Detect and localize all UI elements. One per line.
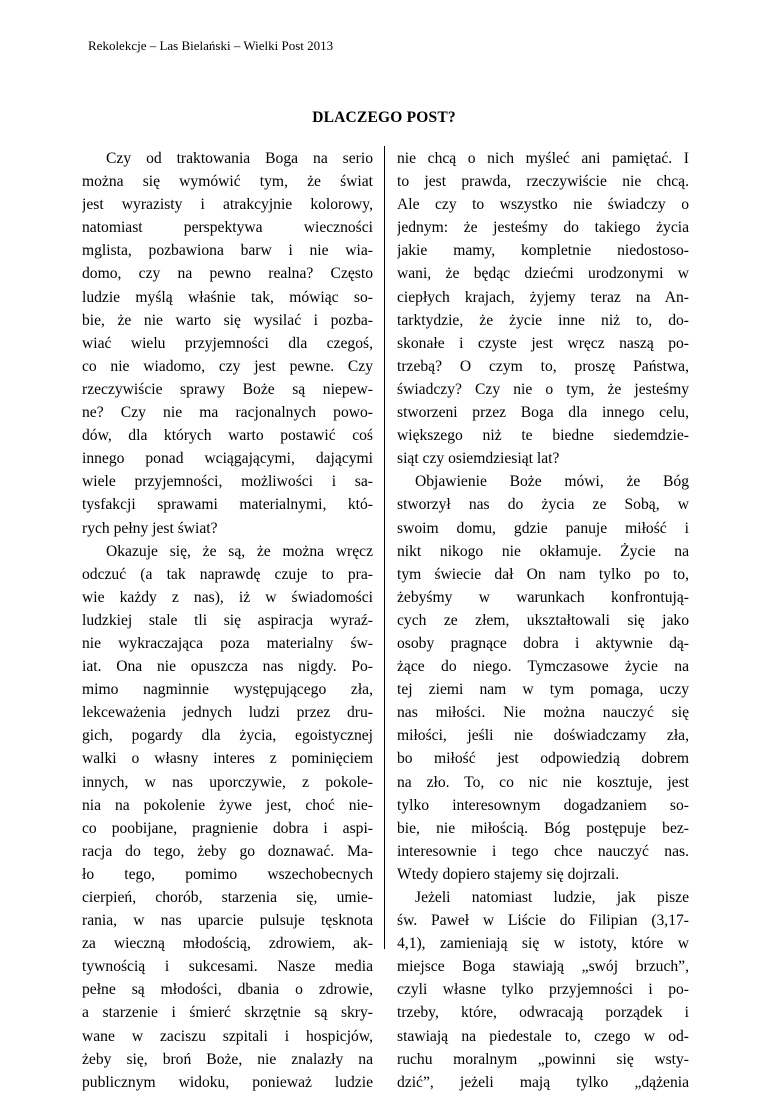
- text-line: większego niż te biedne siedemdzie-: [397, 427, 689, 445]
- text-line: świadczy? Czy nie o tym, że jesteśmy: [397, 380, 689, 398]
- text-line: za wieczną młodością, zdrowiem, ak-: [82, 935, 373, 953]
- text-line: bo miłość jest odpowiedzią dobrem: [397, 750, 689, 768]
- text-line: swoim domu, gdzie panuje miłość i: [397, 519, 689, 537]
- text-line: walki o własny interes z pominięciem: [82, 750, 373, 768]
- text-line: domo, czy na pewno realna? Często: [82, 265, 373, 283]
- text-line: odczuć (a tak naprawdę czuje to pra-: [82, 565, 373, 583]
- text-line: pełne są młodości, dbania o zdrowie,: [82, 981, 373, 999]
- text-line: a starzenie i śmierć skrzętnie są skry-: [82, 1004, 373, 1022]
- text-line: Okazuje się, że są, że można wręcz: [106, 542, 373, 560]
- text-line: św. Paweł w Liście do Filipian (3,17-: [397, 912, 689, 930]
- text-line: trzeby, które, odwracają porządek i: [397, 1004, 689, 1022]
- text-line: jakie mamy, kompletnie niedostoso-: [397, 242, 689, 260]
- text-line: żące do niego. Tymczasowe życie na: [397, 658, 689, 676]
- text-line: jednym: że jesteśmy do takiego życia: [397, 219, 689, 237]
- text-line: innych, w nas uporczywie, z pokole-: [82, 773, 373, 791]
- text-line: to jest prawda, rzeczywiście nie chcą.: [397, 173, 689, 191]
- text-line: tej ziemi nam w tym pomaga, uczy: [397, 681, 689, 699]
- text-line: cierpień, chorób, starzenia się, umie-: [82, 889, 373, 906]
- text-line: wane w zaciszu szpitali i hospicjów,: [82, 1027, 373, 1045]
- text-line: dów, dla których warto postawić coś: [82, 427, 373, 445]
- text-line: tym świecie dał On nam tylko po to,: [397, 565, 689, 583]
- text-line: racja do tego, żeby go doznawać. Ma-: [82, 842, 373, 860]
- text-line: na zło. To, co nic nie kosztuje, jest: [397, 773, 689, 791]
- text-line: wiać wielu przyjemności dla czegoś,: [82, 334, 373, 352]
- text-line: lekceważenia jednych ludzi przez dru-: [82, 704, 373, 722]
- text-line: bie, nie miłością. Bóg postępuje bez-: [397, 819, 689, 837]
- text-line: ciepłych krajach, żyjemy teraz na An-: [397, 288, 689, 306]
- text-line: ludzie myślą właśnie tak, mówiąc so-: [82, 288, 373, 306]
- text-line: siąt czy osiemdziesiąt lat?: [397, 450, 560, 468]
- text-line: rzeczywiście sprawy Boże są niepew-: [82, 380, 373, 398]
- text-line: nia na pokolenie żywe jest, choć nie-: [82, 796, 373, 814]
- text-line: 4,1), zamieniają się w istoty, które w: [397, 935, 689, 953]
- text-line: ruchu moralnym „powinni się wsty-: [397, 1050, 689, 1068]
- running-header: Rekolekcje – Las Bielański – Wielki Post 2013: [88, 38, 334, 53]
- text-line: natomiast perspektywa wieczności: [82, 219, 373, 237]
- text-line: co poobijane, pragnienie dobra i aspi-: [82, 819, 373, 837]
- text-line: żeby się, broń Boże, nie znalazły na: [82, 1050, 373, 1068]
- text-line: miejsce Boga stawiają „swój brzuch”,: [397, 958, 689, 976]
- text-line: osoby pragnące dobra i aktywnie dą-: [397, 634, 689, 652]
- text-line: żebyśmy w warunkach konfrontują-: [397, 588, 689, 606]
- text-column-right: [397, 147, 689, 1094]
- text-line: cych ze złem, ukształtowali się jako: [397, 611, 689, 629]
- text-line: jest wyrazisty i atrakcyjnie kolorowy,: [82, 196, 373, 214]
- text-line: rania, w nas uparcie pulsuje tęsknota: [82, 912, 373, 930]
- text-line: tywnością i sukcesami. Nasze media: [82, 958, 373, 976]
- text-line: mglista, pozbawiona barw i nie wia-: [82, 242, 373, 260]
- text-line: wani, że będąc dziećmi urodzonymi w: [397, 265, 689, 283]
- text-line: tarktydzie, że życie inne niż to, do-: [397, 311, 689, 329]
- text-line: nas miłości. Nie można nauczyć się: [397, 704, 689, 722]
- column-divider: [384, 146, 385, 949]
- text-line: trzebą? O czym to, proszę Państwa,: [397, 357, 689, 375]
- text-line: Wtedy dopiero stajemy się dojrzali.: [397, 865, 620, 883]
- text-line: ło tego, pomimo wszechobecnych: [82, 865, 373, 883]
- text-line: co nie wiadomo, czy jest pewne. Czy: [82, 357, 373, 375]
- text-line: bie, że nie warto się wysilać i pozba-: [82, 311, 373, 329]
- article-title: DLACZEGO POST?: [312, 109, 456, 126]
- text-line: interesownie i tego chce nauczyć nas.: [397, 842, 689, 860]
- text-line: gich, pogardy dla życia, egoistycznej: [82, 727, 373, 745]
- text-line: Objawienie Boże mówi, że Bóg: [415, 473, 689, 491]
- text-line: publicznym widoku, ponieważ ludzie: [82, 1073, 373, 1091]
- text-line: wiele przyjemności, możliwości i sa-: [82, 473, 373, 491]
- text-column-left: [82, 147, 373, 1094]
- text-line: Ale czy to wszystko nie świadczy o: [397, 196, 689, 214]
- text-line: ludzkiej stale tli się aspiracja wyraź-: [82, 611, 373, 629]
- text-line: ne? Czy nie ma racjonalnych powo-: [82, 404, 373, 422]
- text-line: Czy od traktowania Boga na serio: [106, 150, 373, 167]
- text-line: stawiają na piedestale to, czego w od-: [397, 1027, 689, 1045]
- text-line: wie każdy z nas), iż w świadomości: [82, 588, 373, 606]
- text-line: Jeżeli natomiast ludzie, jak pisze: [415, 889, 689, 906]
- text-line: można się wymówić tym, że świat: [82, 173, 373, 191]
- text-line: czyli własne tylko przyjemności i po-: [397, 981, 689, 999]
- text-line: miłości, jeśli nie doświadczamy zła,: [397, 727, 689, 745]
- text-line: innego ponad wciągającymi, dającymi: [82, 450, 373, 468]
- text-line: nikt nikogo nie okłamuje. Życie na: [397, 542, 689, 560]
- text-line: rych pełny jest świat?: [82, 519, 218, 537]
- text-line: stworzeni przez Boga dla innego celu,: [397, 404, 689, 422]
- text-line: tylko interesownym dogadzaniem so-: [397, 796, 689, 814]
- text-line: mimo nagminnie występującego zła,: [82, 681, 373, 699]
- text-line: iat. Ona nie opuszcza nas nigdy. Po-: [82, 658, 373, 676]
- text-line: skonałe i czyste jest wręcz naszą po-: [397, 334, 689, 352]
- text-line: stworzył nas do życia ze Sobą, w: [397, 496, 689, 514]
- text-line: nie chcą o nich myśleć ani pamiętać. I: [397, 150, 689, 167]
- text-line: tysfakcji sprawami materialnymi, któ-: [82, 496, 373, 514]
- text-line: dzić”, jeżeli mają tylko „dążenia: [397, 1073, 689, 1091]
- text-line: nie wykraczająca poza materialny św-: [82, 634, 373, 652]
